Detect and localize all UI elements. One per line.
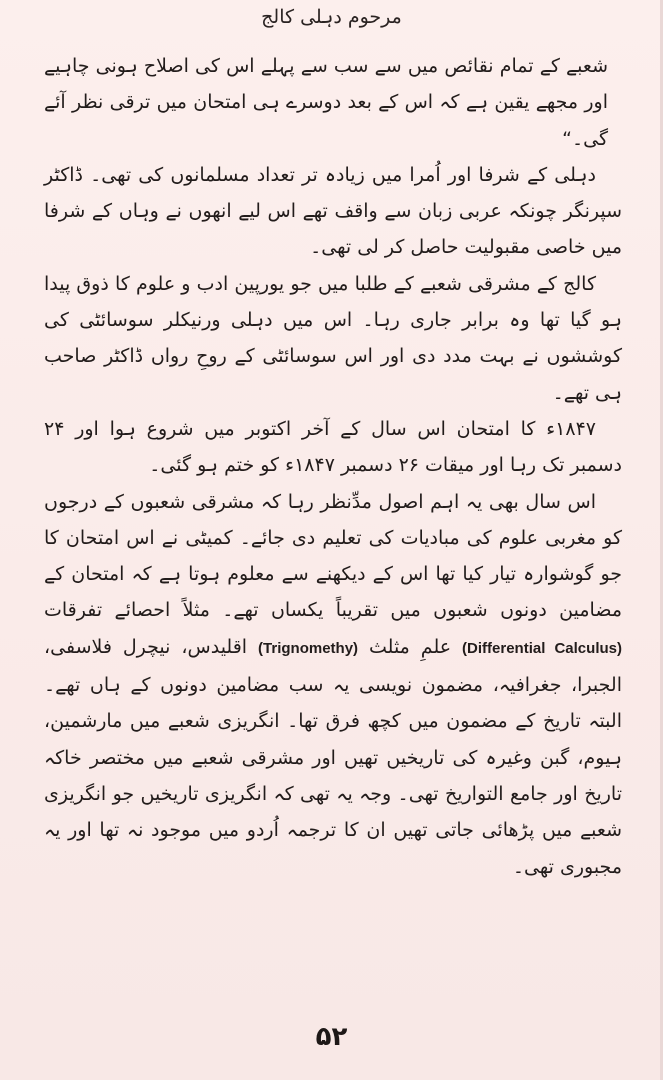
- paragraph-quote-end: شعبے کے تمام نقائص میں سے سب سے پہلے اس کی اصلاح ہونی چاہیے اور مجھے یقین ہے کہ اس کے بعد دوسرے ہی امتحان میں ترقی نظر آئے گی۔“: [44, 55, 608, 150]
- paragraph-delhi-nobility: دہلی کے شرفا اور اُمرا میں زیادہ تر تعداد مسلمانوں کی تھی۔ ڈاکٹر سپرنگر چونکہ عربی زبان سے واقف تھے اس لیے انھوں نے وہاں کے شرفا میں خاصی مقبولیت حاصل کر لی تھی۔: [44, 163, 622, 259]
- latin-term-trignomethy: (Trignomethy): [258, 639, 359, 657]
- body-text: [44, 48, 622, 885]
- curriculum-text-b: علمِ مثلث: [369, 635, 452, 658]
- page-number: ۵۲: [315, 1022, 348, 1052]
- running-head: مرحوم دہلی کالج: [261, 6, 402, 28]
- paragraph-eastern-department: کالج کے مشرقی شعبے کے طلبا میں جو یورپین ادب و علوم کا ذوق پیدا ہو گیا تھا وہ برابر جاری رہا۔ اس میں دہلی ورنیکلر سوسائٹی کی کوششوں نے بہت مدد دی اور اس سوسائٹی کے روحِ رواں ڈاکٹر صاحب ہی تھے۔: [44, 272, 622, 404]
- curriculum-text-a: اس سال بھی یہ اہم اصول مدِّنظر رہا کہ مشرقی شعبوں کے درجوں کو مغربی علوم کی مبادیات کی تعلیم دی جائے۔ کمیٹی نے اس امتحان کا جو گوشوارہ تیار کیا تھا اس کے دیکھنے سے معلوم ہوتا ہے کہ امتحان کے مضامین دونوں شعبوں میں تقریباً یکساں تھے۔ مثلاً احصائے تفرقات: [44, 490, 622, 622]
- paragraph-exam-1847: ۱۸۴۷ء کا امتحان اس سال کے آخر اکتوبر میں شروع ہوا اور ۲۴ دسمبر تک رہا اور میقات ۲۶ دسمبر ۱۸۴۷ء کو ختم ہو گئی۔: [44, 417, 622, 477]
- curriculum-text-c: اقلیدس، نیچرل فلاسفی، الجبرا، جغرافیہ، مضمون نویسی یہ سب مضامین دونوں کے ہاں تھے۔ البتہ تاریخ کے مضمون میں کچھ فرق تھا۔ انگریزی شعبے میں مارشمین، ہیوم، گبن وغیرہ کی تاریخیں تھیں اور مشرقی شعبے میں مختصر خاکہ تاریخ اور جامع التواریخ تھی۔ وجہ یہ تھی کہ انگریزی تاریخیں جو انگریزی شعبے میں پڑھائی جاتی تھیں ان کا ترجمہ اُردو میں موجود نہ تھا اور یہ مجبوری تھی۔: [44, 635, 622, 878]
- paragraph-curriculum: [44, 484, 622, 885]
- latin-term-differential-calculus: (Differential Calculus): [462, 639, 622, 657]
